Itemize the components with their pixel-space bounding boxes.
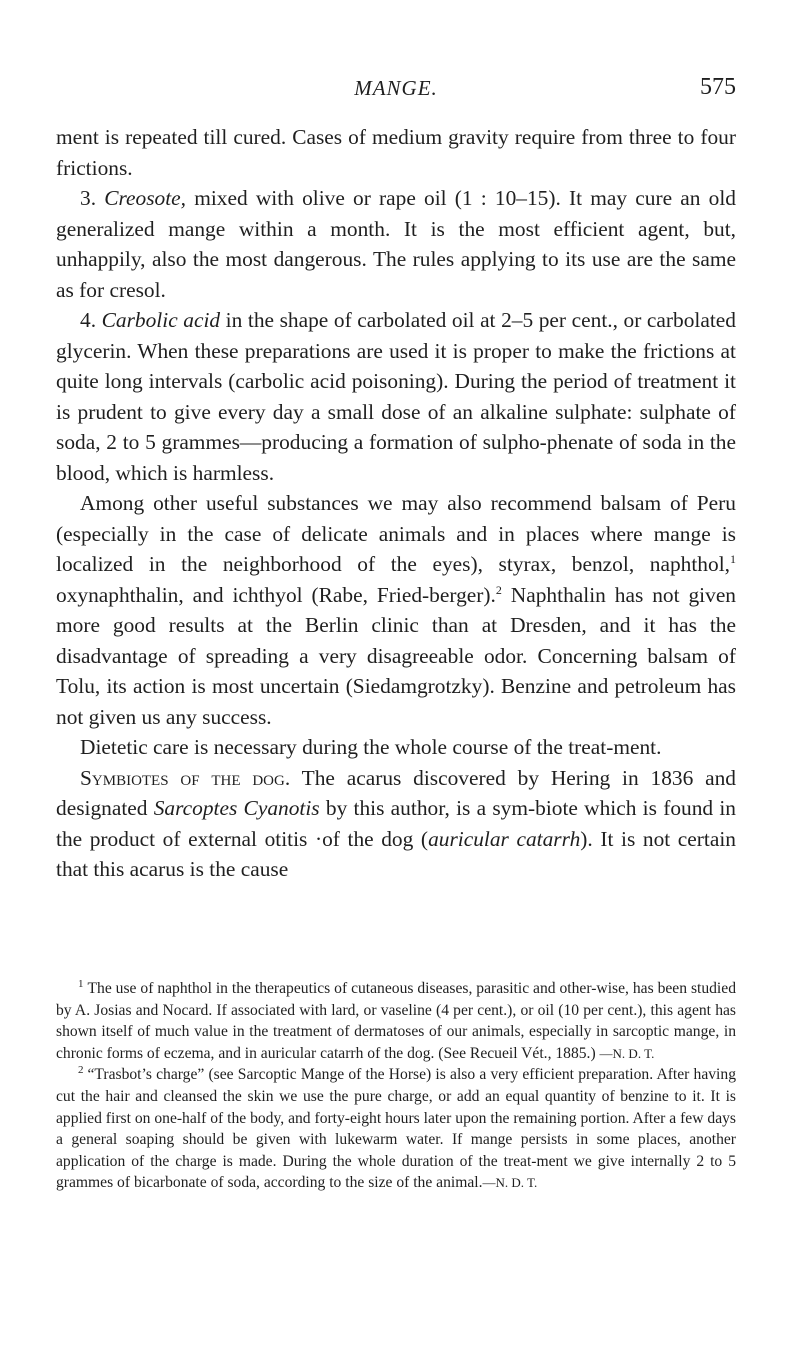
paragraph-carbolic-acid bbox=[56, 305, 736, 488]
item-number: 3. bbox=[80, 186, 97, 210]
paragraph-dietetic-care: Dietetic care is necessary during the whole course of the treat-ment. bbox=[80, 735, 662, 759]
paragraph-symbiotes bbox=[56, 763, 736, 885]
footnote-2 bbox=[56, 1064, 736, 1194]
footnote-1 bbox=[56, 978, 736, 1064]
paragraph-text: mixed with olive or rape oil (1 : 10–15). It may cure an old generalized mange within a month. It is the most efficient agent, but, unhappily, also the most dangerous. The rules applying to its use are the same as for cresol. bbox=[56, 186, 736, 302]
term-creosote: Creosote, bbox=[104, 186, 187, 210]
page-number: 575 bbox=[700, 74, 736, 100]
body-text bbox=[56, 122, 736, 885]
term-sarcoptes-cyanotis: Sarcoptes Cyanotis bbox=[153, 796, 320, 820]
footnote-ref-1[interactable]: 1 bbox=[730, 551, 736, 566]
footnote-text: “Trasbot’s charge” (see Sarcoptic Mange of the Horse) is also a very efficient preparation. After having cut the hair and cleansed the skin we use the pure charge, or add an equal quantity of benzine to it. It is applied first on one-half of the body, and forty-eight hours later upon the remaining portion. After a few days a general soaping should be given with lukewarm water. If mange persists in some places, another application of the charge is made. During the whole duration of the treat-ment we give internally 2 to 5 grammes of bicarbonate of soda, according to the size of the animal. bbox=[56, 1066, 736, 1192]
paragraph-text: oxynaphthalin, and ichthyol (Rabe, Fried-berger). bbox=[56, 582, 496, 607]
running-head bbox=[56, 74, 736, 104]
footnotes bbox=[56, 978, 736, 1194]
footnote-signature: —N. D. T. bbox=[482, 1175, 538, 1191]
term-carbolic-acid: Carbolic acid bbox=[101, 308, 221, 332]
paragraph-text: ). It is not certain that this acarus is the cause bbox=[56, 826, 736, 881]
paragraph-text: Among other useful substances we may also recommend balsam of Peru (especially in the case of delicate animals and in places where mange is localized in the neighborhood of the eyes), styrax, benzol, naphthol, bbox=[56, 491, 736, 576]
footnote-ref-2[interactable]: 2 bbox=[495, 582, 502, 597]
term-auricular-catarrh: auricular catarrh bbox=[428, 826, 581, 851]
paragraph-other-substances bbox=[56, 488, 736, 732]
paragraph-continuation: ment is repeated till cured. Cases of medium gravity require from three to four frictions. bbox=[56, 125, 736, 180]
paragraph-creosote bbox=[56, 183, 736, 305]
paragraph-text: by this author, is a sym-biote which is found in the product of external otitis ·of the dog ( bbox=[56, 796, 736, 851]
footnote-marker: 1 bbox=[78, 977, 84, 990]
running-title: MANGE. bbox=[354, 76, 438, 100]
paragraph-text: Naphthalin has not given more good results at the Berlin clinic than at Dresden, and it has the disadvantage of spreading a very disagreeable odor. Concerning balsam of Tolu, its action is most uncertain (Siedamgrotzky). Benzine and petroleum has not given us any success. bbox=[56, 582, 737, 729]
item-number: 4. bbox=[80, 308, 97, 332]
section-heading: Symbiotes of the dog. bbox=[80, 765, 291, 790]
paragraph-text: The acarus discovered by Hering in 1836 and designated bbox=[56, 765, 736, 820]
paragraph-text: in the shape of carbolated oil at 2–5 per cent., or carbolated glycerin. When these preparations are used it is proper to make the frictions at quite long intervals (carbolic acid poisoning). During the period of treatment it is prudent to give every day a small dose of an alkaline sulphate: sulphate of soda, 2 to 5 grammes—producing a formation of sulpho-phenate of soda in the blood, which is harmless. bbox=[56, 308, 736, 485]
footnote-marker: 2 bbox=[78, 1064, 84, 1077]
footnote-text: The use of naphthol in the therapeutics of cutaneous diseases, parasitic and other-wise, has been studied by A. Josias and Nocard. If associated with lard, or vaseline (4 per cent.), or oil (10 per cent.), this agent has shown itself of much value in the treatment of dermatoses of our animals, especially in sarcoptic mange, in chronic forms of eczema, and in auricular catarrh of the dog. (See Recueil Vét., 1885.) bbox=[56, 980, 736, 1062]
footnote-signature: —N. D. T. bbox=[599, 1045, 655, 1061]
